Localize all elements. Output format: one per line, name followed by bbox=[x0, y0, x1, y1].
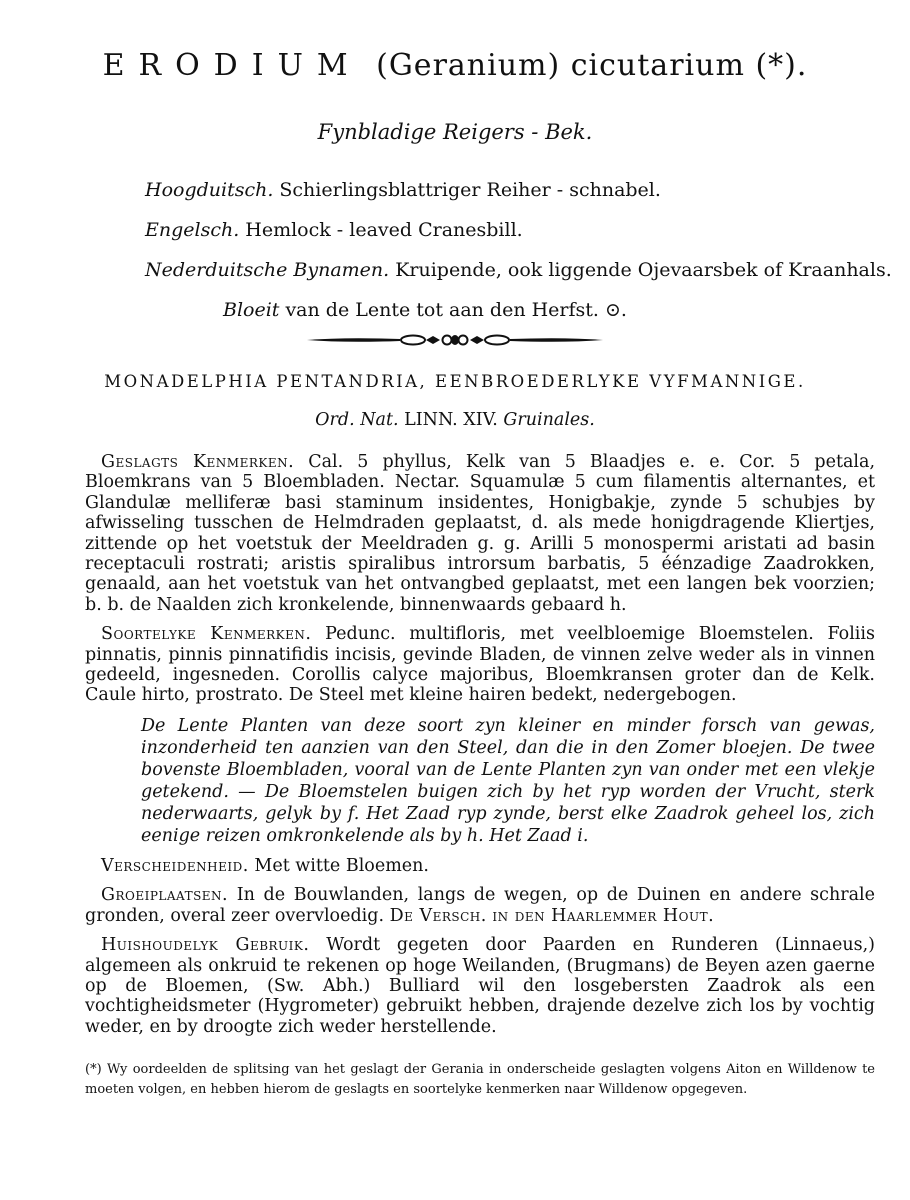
title-genus: ERODIUM bbox=[102, 48, 362, 83]
species-characters bbox=[85, 624, 875, 706]
bloom-label: Bloeit bbox=[223, 299, 280, 321]
title-synonym: (Geranium) bbox=[376, 48, 561, 83]
habitat-text: In de Bouwlanden, langs de wegen, op de Duinen en andere schrale gronden, overal zeer overvloedig. bbox=[85, 885, 875, 926]
vernacular-names bbox=[145, 170, 892, 330]
linnaean-class: MONADELPHIA PENTANDRIA, EENBROEDERLYKE VYFMANNIGE. bbox=[104, 372, 806, 391]
genus-heading: Geslagts Kenmerken. bbox=[101, 452, 295, 472]
common-name: Fynbladige Reigers - Bek. bbox=[317, 120, 593, 144]
order-prefix: Ord. Nat. bbox=[315, 410, 399, 430]
ornamental-divider bbox=[0, 332, 910, 352]
bloom-line bbox=[145, 290, 865, 330]
order-linn: LINN. XIV. bbox=[404, 410, 498, 430]
footnote: (*) Wy oordeelden de splitsing van het geslagt der Gerania in onderscheide geslagten volgens Aiton en Willdenow te moeten volgen, en hebben hierom de geslagts en soortelyke kenmerken naar Willdenow opgegeven. bbox=[85, 1062, 875, 1097]
variety-text: Met witte Bloemen. bbox=[254, 855, 429, 876]
german-name-line bbox=[145, 170, 865, 210]
habitat-tail-label: De Versch. bbox=[389, 905, 487, 926]
habitat bbox=[85, 885, 875, 926]
english-name-line bbox=[145, 210, 865, 250]
english-label: Engelsch. bbox=[145, 219, 240, 241]
genus-characters bbox=[85, 452, 875, 615]
habitat-heading: Groeiplaatsen. bbox=[101, 885, 229, 906]
english-name: Hemlock - leaved Cranesbill. bbox=[245, 219, 523, 241]
bloom-period: van de Lente tot aan den Herfst. ⊙. bbox=[285, 299, 627, 321]
use-text: Wordt gegeten door Paarden en Runderen (Linnaeus,) algemeen als onkruid te rekenen op hoge Weilanden, (Brugmans) de Beyen azen gaerne op de Bloemen, (Sw. Abh.) Bulliard wil den losgebersten Zaadrok als een vochtigheidsmeter (Hygrometer) gebruikt hebben, drajende dezelve zich los by vochtig weder, en by droogte zich weder herstellende. bbox=[85, 935, 875, 1037]
dutch-name-line bbox=[145, 250, 892, 290]
species-heading: Soortelyke Kenmerken. bbox=[101, 624, 312, 645]
dutch-label: Nederduitsche Bynamen. bbox=[145, 259, 390, 281]
title-note-mark: (*). bbox=[755, 48, 808, 83]
german-name: Schierlingsblattriger Reiher - schnabel. bbox=[279, 179, 661, 201]
description-body bbox=[85, 452, 875, 1046]
page-title bbox=[0, 48, 910, 83]
title-species: cicutarium bbox=[570, 48, 745, 83]
natural-order bbox=[0, 410, 910, 430]
household-use bbox=[85, 935, 875, 1037]
use-heading: Huishoudelyk Gebruik. bbox=[101, 935, 310, 956]
genus-text: Cal. 5 phyllus, Kelk van 5 Blaadjes e. e. Cor. 5 petala, Bloemkrans van 5 Bloembladen. Nectar. Squamulæ 5 cum filamentis alternantes, et Glandulæ melliferæ basi staminum insidentes, Honigbakje, zynde 5 schubjes by afwisseling tusschen de Helmdraden geplaatst, d. als mede honigdragende Kliertjes, zittende op het voetstuk der Meeldraden g. g. Arilli 5 monospermi aristati ad basin receptaculi rostrati; aristis spiralibus introrsum barbatis, 5 éénzadige Zaadrokken, genaald, aan het voetstuk van het ontvangbed geplaatst, met een langen bek voorzien; b. b. de Naalden zich kronkelende, binnenwaards gebaard h. bbox=[85, 452, 876, 615]
species-text: Pedunc. multifloris, met veelbloemige Bloemstelen. Foliis pinnatis, pinnis pinnatifidis incisis, gevinde Bladen, de vinnen zelve weder als in vinnen gedeeld, ingesneden. Corollis calyce majoribus, Bloemkransen groter dan de Kelk. Caule hirto, prostrato. De Steel met kleine hairen bedekt, nedergebogen. bbox=[85, 624, 875, 706]
remarks: De Lente Planten van deze soort zyn kleiner en minder forsch van gewas, inzonderheid ten aanzien van den Steel, dan die in den Zomer bloejen. De twee bovenste Bloembladen, vooral van de Lente Planten zyn van onder met een vlekje getekend. — De Bloemstelen buigen zich by het ryp worden der Vrucht, sterk nederwaarts, gelyk by f. Het Zaad ryp zynde, berst elke Zaadrok geheel los, zich eenige reizen omkronkelende als by h. Het Zaad i. bbox=[141, 715, 875, 846]
german-label: Hoogduitsch. bbox=[145, 179, 274, 201]
variety bbox=[85, 856, 875, 876]
order-name: Gruinales. bbox=[503, 410, 595, 430]
dutch-names: Kruipende, ook liggende Ojevaarsbek of Kraanhals. bbox=[395, 259, 892, 281]
habitat-tail-text: in den Haarlemmer Hout. bbox=[492, 905, 715, 926]
variety-heading: Verscheidenheid. bbox=[101, 855, 249, 876]
